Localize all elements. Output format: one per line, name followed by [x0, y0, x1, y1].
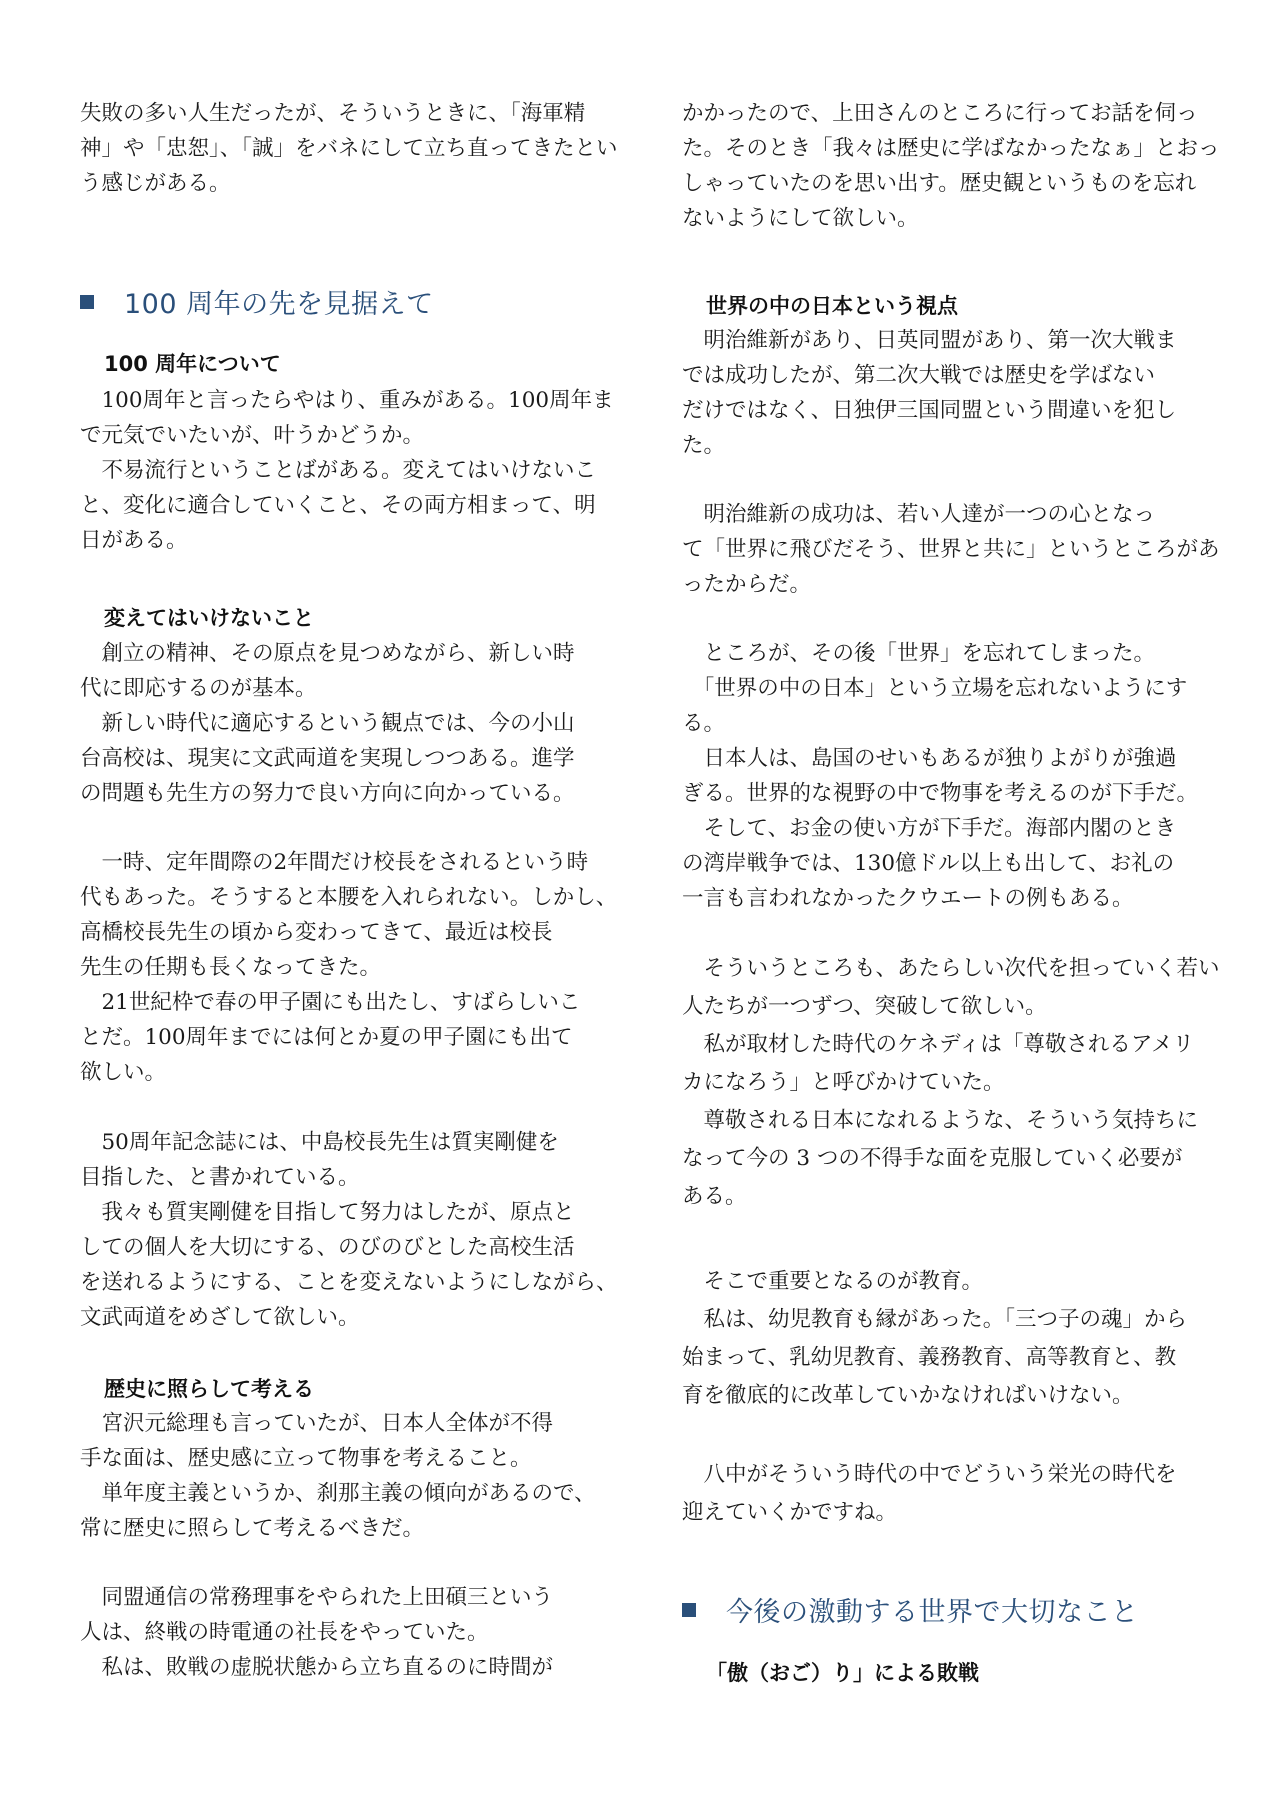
text-line: 私は、幼児教育も縁があった。「三つ子の魂」から: [682, 1307, 1188, 1332]
text-line: 21世紀枠で春の甲子園にも出たし、すばらしいこ: [80, 990, 581, 1015]
section-title: 今後の激動する世界で大切なこと: [726, 1597, 1139, 1628]
paragraph-history-b: [80, 1580, 635, 1685]
text-line: 私は、敗戦の虚脱状態から立ち直るのに時間が: [80, 1655, 554, 1680]
text-line: そういうところも、あたらしい次代を担っていく若い: [682, 956, 1220, 981]
text-line: ったからだ。: [682, 572, 812, 597]
text-line: 私が取材した時代のケネディは「尊敬されるアメリ: [682, 1032, 1195, 1057]
text-line: なって今の 3 つの不得手な面を克服していく必要が: [682, 1146, 1183, 1171]
text-line: た。そのとき「我々は歴史に学ばなかったなぁ」とおっ: [682, 136, 1220, 161]
paragraph-unchanging-b: [80, 845, 635, 1090]
paragraph-world-d: [682, 950, 1237, 1216]
subheading-100th: 100 周年について: [104, 352, 281, 376]
text-line: 始まって、乳幼児教育、義務教育、高等教育と、教: [682, 1345, 1177, 1370]
text-line: だけではなく、日独伊三国同盟という間違いを犯し: [682, 398, 1177, 423]
text-line: の湾岸戦争では、130億ドル以上も出して、お礼の: [682, 851, 1175, 876]
text-line: 一言も言われなかったクウエートの例もある。: [682, 886, 1134, 911]
text-line: を送れるようにする、ことを変えないようにしながら、: [80, 1270, 618, 1295]
section-heading-100th: [80, 282, 434, 321]
text-line: 育を徹底的に改革していかなければいけない。: [682, 1383, 1134, 1408]
text-line: かかったので、上田さんのところに行ってお話を伺っ: [682, 101, 1198, 126]
text-line: と、変化に適合していくこと、その両方相まって、明: [80, 493, 596, 518]
paragraph-history-a: [80, 1406, 635, 1546]
section-title: 100 周年の先を見据えて: [124, 289, 434, 320]
text-line: ぎる。世界的な視野の中で物事を考えるのが下手だ。: [682, 781, 1199, 806]
subheading-history: 歴史に照らして考える: [104, 1377, 314, 1401]
text-line: 欲しい。: [80, 1060, 167, 1085]
text-line: 常に歴史に照らして考えるべきだ。: [80, 1516, 425, 1541]
text-line: ところが、その後「世界」を忘れてしまった。: [682, 641, 1156, 666]
text-line: う感じがある。: [80, 171, 231, 196]
text-line: 尊敬される日本になれるような、そういう気持ちに: [682, 1108, 1199, 1133]
text-line: 我々も質実剛健を目指して努力はしたが、原点と: [80, 1200, 575, 1225]
section-heading-future: [682, 1590, 1139, 1629]
paragraph-world-c: [682, 636, 1237, 916]
text-line: 神」や「忠恕」、「誠」をバネにして立ち直ってきたとい: [80, 136, 618, 161]
text-line: とだ。100周年までには何とか夏の甲子園にも出て: [80, 1025, 573, 1050]
text-line: る。: [682, 711, 726, 736]
text-line: 八中がそういう時代の中でどういう栄光の時代を: [682, 1462, 1177, 1487]
text-line: 日がある。: [80, 528, 188, 553]
paragraph-unchanging-a: [80, 636, 635, 811]
text-line: では成功したが、第二次大戦では歴史を学ばない: [682, 363, 1156, 388]
paragraph-world-a: [682, 323, 1237, 463]
text-line: カになろう」と呼びかけていた。: [682, 1070, 1005, 1095]
text-line: 失敗の多い人生だったが、そういうときに、「海軍精: [80, 101, 586, 126]
text-line: 新しい時代に適応するという観点では、今の小山: [80, 711, 575, 736]
paragraph-continued: [682, 96, 1237, 236]
paragraph-world-e: [682, 1263, 1237, 1415]
paragraph-unchanging-c: [80, 1125, 635, 1335]
text-line: 100周年と言ったらやはり、重みがある。100周年ま: [80, 388, 614, 413]
subheading-unchanging: 変えてはいけないこと: [104, 606, 314, 630]
paragraph-world-f: [682, 1456, 1237, 1532]
text-line: 日本人は、島国のせいもあるが独りよがりが強過: [682, 746, 1177, 771]
text-line: 文武両道をめざして欲しい。: [80, 1305, 360, 1330]
text-line: しゃっていたのを思い出す。歴史観というものを忘れ: [682, 171, 1197, 196]
text-line: 手な面は、歴史感に立って物事を考えること。: [80, 1446, 532, 1471]
square-bullet-icon: [682, 1603, 696, 1617]
intro-paragraph: [80, 96, 635, 201]
text-line: 50周年記念誌には、中島校長先生は質実剛健を: [80, 1130, 559, 1155]
text-line: 明治維新があり、日英同盟があり、第一次大戦ま: [682, 328, 1177, 353]
text-line: 目指した、と書かれている。: [80, 1165, 360, 1190]
text-line: 一時、定年間際の2年間だけ校長をされるという時: [80, 850, 589, 875]
subheading-arrogance: 「傲（おご）り」による敗戦: [706, 1661, 979, 1685]
text-line: 宮沢元総理も言っていたが、日本人全体が不得: [80, 1411, 554, 1436]
text-line: そこで重要となるのが教育。: [682, 1269, 984, 1294]
text-line: 人は、終戦の時電通の社長をやっていた。: [80, 1620, 489, 1645]
text-line: で元気でいたいが、叶うかどうか。: [80, 423, 425, 448]
paragraph-100th: [80, 383, 635, 558]
text-line: 代もあった。そうすると本腰を入れられない。しかし、: [80, 885, 618, 910]
text-line: て「世界に飛びだそう、世界と共に」というところがあ: [682, 537, 1220, 562]
text-line: そして、お金の使い方が下手だ。海部内閣のとき: [682, 816, 1177, 841]
text-line: 先生の任期も長くなってきた。: [80, 955, 382, 980]
text-line: 創立の精神、その原点を見つめながら、新しい時: [80, 641, 575, 666]
text-line: 高橋校長先生の頃から変わってきて、最近は校長: [80, 920, 553, 945]
text-line: 「世界の中の日本」という立場を忘れないようにす: [682, 676, 1188, 701]
text-line: の問題も先生方の努力で良い方向に向かっている。: [80, 781, 575, 806]
text-line: 代に即応するのが基本。: [80, 676, 317, 701]
square-bullet-icon: [80, 295, 94, 309]
text-line: ある。: [682, 1184, 747, 1209]
paragraph-world-b: [682, 497, 1237, 602]
text-line: 明治維新の成功は、若い人達が一つの心となっ: [682, 502, 1156, 527]
text-line: 不易流行ということばがある。変えてはいけないこ: [80, 458, 597, 483]
text-line: 迎えていくかですね。: [682, 1500, 898, 1525]
text-line: 同盟通信の常務理事をやられた上田碩三という: [80, 1585, 554, 1610]
subheading-world: 世界の中の日本という視点: [706, 294, 958, 318]
text-line: 台高校は、現実に文武両道を実現しつつある。進学: [80, 746, 575, 771]
text-line: 人たちが一つずつ、突破して欲しい。: [682, 994, 1047, 1019]
text-line: た。: [682, 433, 726, 458]
text-line: しての個人を大切にする、のびのびとした高校生活: [80, 1235, 575, 1260]
text-line: ないようにして欲しい。: [682, 206, 919, 231]
text-line: 単年度主義というか、刹那主義の傾向があるので、: [80, 1481, 596, 1506]
